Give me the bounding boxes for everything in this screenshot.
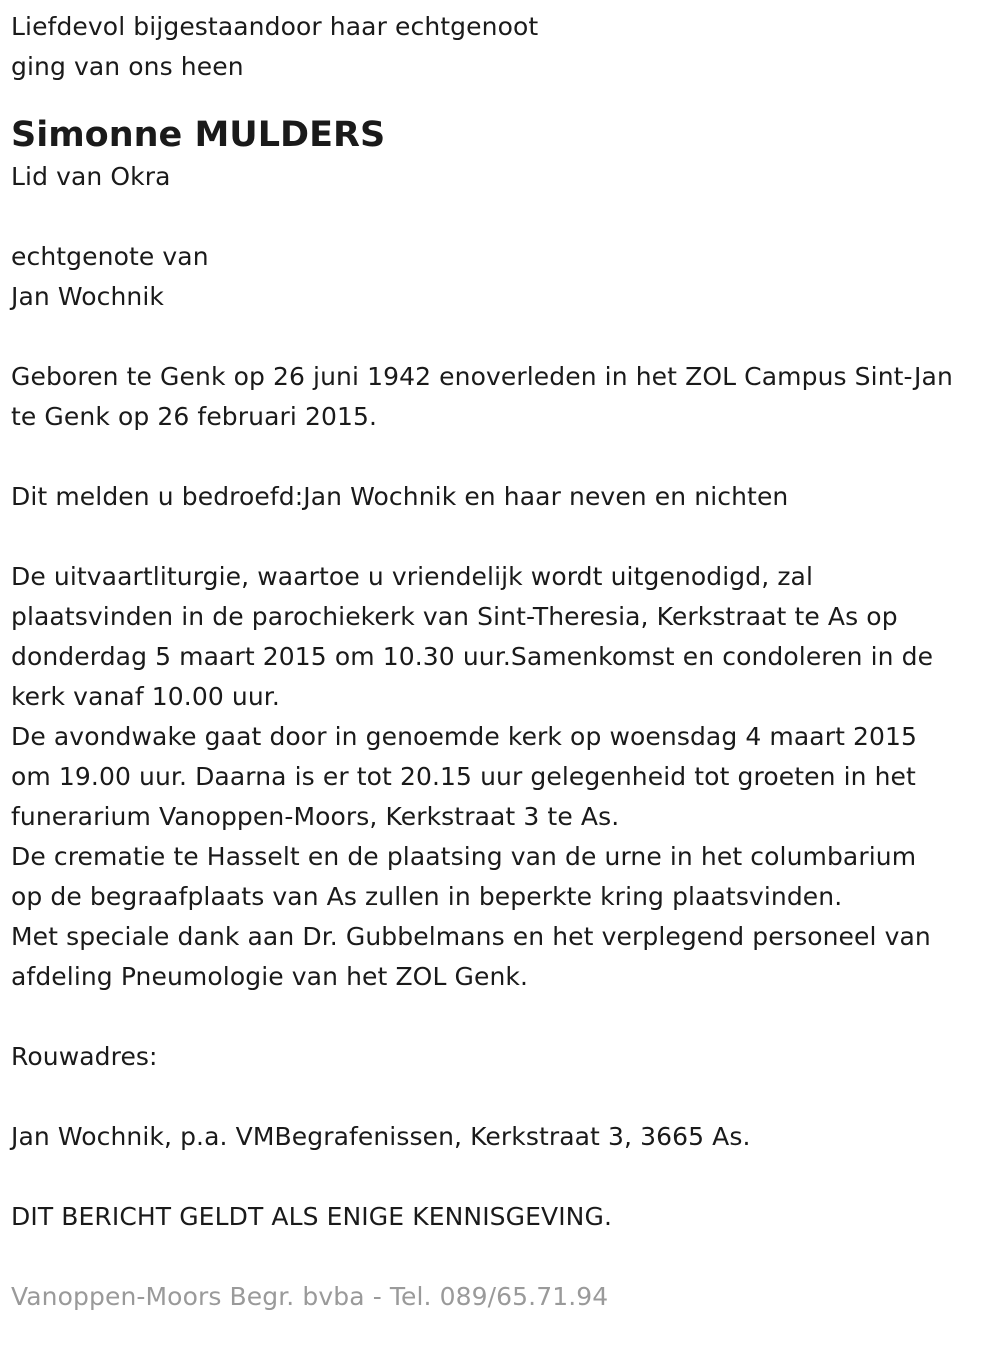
ceremony-line: De uitvaartliturgie, waartoe u vriendelijk wordt uitgenodigd, zal — [11, 562, 814, 591]
ceremony-line: op de begraafplaats van As zullen in beperkte kring plaatsvinden. — [11, 882, 843, 911]
ceremony-line: Met speciale dank aan Dr. Gubbelmans en het verplegend personeel van — [11, 922, 931, 951]
official-notice: DIT BERICHT GELDT ALS ENIGE KENNISGEVING. — [11, 1202, 612, 1231]
announcement: Dit melden u bedroefd:Jan Wochnik en haar neven en nichten — [11, 482, 789, 511]
membership: Lid van Okra — [11, 162, 171, 191]
ceremony-line: funerarium Vanoppen-Moors, Kerkstraat 3 te As. — [11, 802, 620, 831]
obituary-document — [11, 7, 996, 1317]
ceremony-line: donderdag 5 maart 2015 om 10.30 uur.Samenkomst en condoleren in de — [11, 642, 934, 671]
ceremony-line: afdeling Pneumologie van het ZOL Genk. — [11, 962, 529, 991]
ceremony-line: plaatsvinden in de parochiekerk van Sint-Theresia, Kerkstraat te As op — [11, 602, 898, 631]
address-label: Rouwadres: — [11, 1042, 158, 1071]
ceremony-paragraph — [11, 557, 996, 997]
spouse-label: echtgenote van — [11, 242, 209, 271]
ceremony-line: kerk vanaf 10.00 uur. — [11, 682, 280, 711]
birth-death-line-2: te Genk op 26 februari 2015. — [11, 402, 378, 431]
intro-line-1: Liefdevol bijgestaandoor haar echtgenoot — [11, 12, 539, 41]
ceremony-line: De crematie te Hasselt en de plaatsing van de urne in het columbarium — [11, 842, 917, 871]
intro-line-2: ging van ons heen — [11, 52, 244, 81]
deceased-name: Simonne MULDERS — [11, 115, 386, 155]
ceremony-line: De avondwake gaat door in genoemde kerk op woensdag 4 maart 2015 — [11, 722, 918, 751]
address-value: Jan Wochnik, p.a. VMBegrafenissen, Kerkstraat 3, 3665 As. — [11, 1122, 751, 1151]
birth-death-line-1: Geboren te Genk op 26 juni 1942 enoverleden in het ZOL Campus Sint-Jan — [11, 362, 953, 391]
ceremony-line: om 19.00 uur. Daarna is er tot 20.15 uur gelegenheid tot groeten in het — [11, 762, 916, 791]
spouse-name: Jan Wochnik — [11, 282, 164, 311]
funeral-home-footer: Vanoppen-Moors Begr. bvba - Tel. 089/65.71.94 — [11, 1282, 609, 1311]
